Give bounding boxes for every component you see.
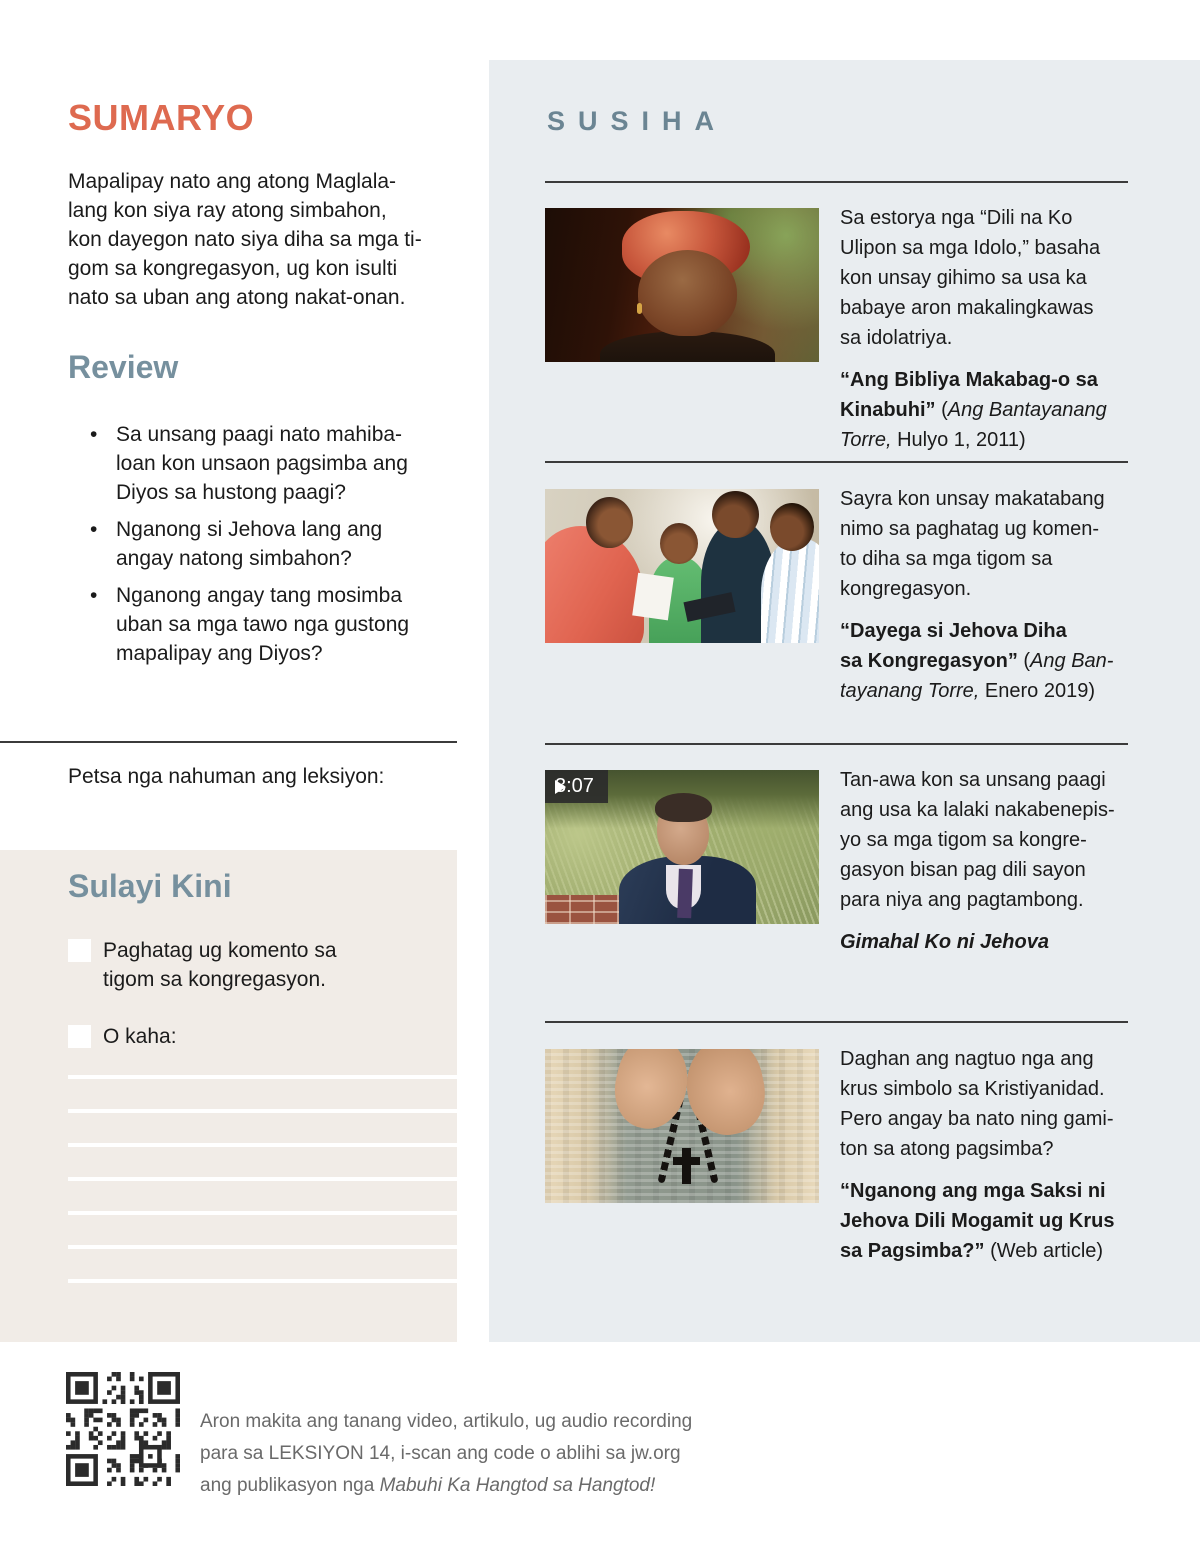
summary-heading: SUMARYO [68,97,255,138]
review-question: • Nganong angay tang mosimba uban sa mga tawo nga gustong mapalipay ang Diyos? [90,581,470,668]
woman-face-shape [638,250,737,336]
entry-divider [545,181,1128,183]
bullet-icon: • [90,423,98,446]
man-hair-shape [655,793,713,822]
video-thumbnail[interactable] [545,770,819,924]
review-question: • Nganong si Jehova lang ang angay natong simbahon? [90,515,470,573]
checkbox-empty-icon[interactable] [68,1025,91,1048]
entry-text [840,203,1140,455]
play-icon [555,780,566,794]
bullet-icon: • [90,584,98,607]
answer-line[interactable] [68,1211,457,1215]
try-this-heading: Sulayi Kini [68,868,232,904]
checkbox-empty-icon[interactable] [68,939,91,962]
publication-reference-link[interactable]: “Dayega si Jehova Diha sa Kongregasyon” (Ang Ban- tayanang Torre, Enero 2019) [840,620,1114,702]
answer-line[interactable] [68,1109,457,1113]
summary-paragraph: Mapalipay nato ang atong Maglala- lang kon siya ray atong simbahon, kon dayegon nato siya diha sa mga ti- gom sa kongregasyon, ug kon isulti nato sa uban ang atong nakat-onan. [68,170,422,309]
entry-text [840,484,1140,706]
entry-text [840,1044,1140,1266]
video-title-link[interactable]: Gimahal Ko ni Jehova [840,931,1049,953]
father-shirt-shape [545,526,644,643]
entry-description: Daghan ang nagtuo nga ang krus simbolo sa Kristiyanidad. Pero angay ba nato ning gami- ton sa atong pagsimba? [840,1048,1114,1160]
entry-description: Tan-awa kon sa unsang paagi ang usa ka lalaki nakabenepis- yo sa mga tigom sa kongre- gasyon bisan pag dili sayon para niya ang pagtambong. [840,769,1115,911]
photo-elderly-woman-headwrap [545,208,819,362]
father-head-shape [586,497,633,548]
explore-heading: SUSIHA [547,106,728,136]
cross-shape [682,1148,691,1184]
publication-reference-link[interactable]: “Ang Bibliya Makabag-o sa Kinabuhi” (Ang Bantayanang Torre, Hulyo 1, 2011) [840,369,1107,451]
review-question: • Sa unsang paagi nato mahiba- loan kon unsaon pagsimba ang Diyos sa hustong paagi? [90,420,470,507]
answer-line[interactable] [68,1143,457,1147]
entry-divider [545,461,1128,463]
review-questions [90,420,470,676]
paper-shape [633,573,674,621]
tie-shape [677,868,692,918]
entry-description: Sayra kon unsay makatabang nimo sa paghatag ug komen- to diha sa mga tigom sa kongregasyon. [840,488,1105,600]
section-divider [0,741,457,743]
earring-shape [637,303,642,314]
try-item-label: Paghatag ug komento sa tigom sa kongregasyon. [103,939,337,991]
mother-head-shape [712,491,759,539]
entry-divider [545,743,1128,745]
video-duration-badge [545,770,608,803]
answer-line[interactable] [68,1075,457,1079]
entry-divider [545,1021,1128,1023]
footer-instructions: Aron makita ang tanang video, artikulo, ug audio recording para sa LEKSIYON 14, i-scan ang code o ablihi sa jw.org ang publikasyon nga Mabuhi Ka Hangtod sa Hangtod! [200,1411,693,1496]
video-duration: 3:07 [555,775,594,797]
completion-date-label: Petsa nga nahuman ang leksiyon: [68,765,385,788]
answer-line[interactable] [68,1177,457,1181]
try-item [68,1022,177,1051]
bullet-icon: • [90,518,98,541]
answer-line[interactable] [68,1245,457,1249]
photo-rosary-cross [545,1049,819,1203]
review-heading: Review [68,349,179,385]
entry-text [840,765,1140,957]
photo-family-study [545,489,819,643]
boy-head-shape [660,523,698,565]
hand-shape [678,1049,773,1142]
hand-shape [606,1049,697,1136]
web-article-link[interactable]: “Nganong ang mga Saksi ni Jehova Dili Mogamit ug Krus sa Pagsimba?” (Web article) [840,1180,1115,1262]
entry-description: Sa estorya nga “Dili na Ko Ulipon sa mga Idolo,” basaha kon unsay gihimo sa usa ka babaye aron makalingkawas sa idolatriya. [840,207,1101,349]
girl-head-shape [770,503,814,551]
cross-shape [673,1157,700,1165]
answer-lines [68,1075,457,1313]
qr-code [66,1372,180,1486]
answer-line[interactable] [68,1279,457,1283]
try-item-label: O kaha: [103,1025,177,1048]
try-item [68,936,337,994]
